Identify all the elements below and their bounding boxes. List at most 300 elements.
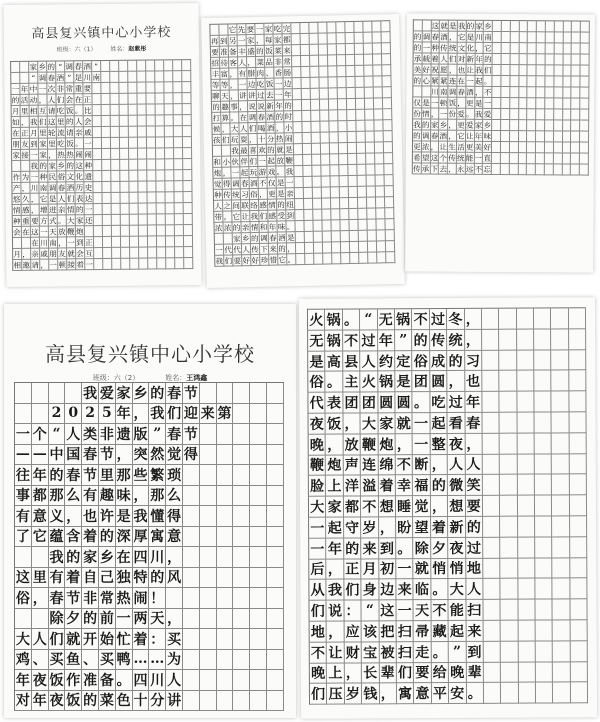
grid-cell: ， bbox=[38, 95, 47, 105]
grid-cell: 酒 bbox=[466, 87, 474, 97]
grid-cell bbox=[500, 413, 517, 434]
grid-cell bbox=[233, 588, 250, 609]
grid-cell bbox=[356, 121, 365, 132]
grid-cell: 团 bbox=[361, 393, 378, 414]
grid-cell: 的 bbox=[212, 102, 220, 112]
grid-cell: 年 bbox=[32, 465, 49, 486]
grid-cell bbox=[304, 177, 313, 188]
grid-cell: 身 bbox=[362, 580, 379, 601]
grid-cell: 饭 bbox=[65, 691, 82, 712]
grid-cell: 扫 bbox=[397, 642, 414, 663]
grid-cell bbox=[501, 164, 510, 175]
grid-cell: 每 bbox=[264, 35, 273, 45]
grid-cell: 的 bbox=[284, 100, 292, 110]
grid-cell bbox=[546, 43, 555, 54]
grid-cell bbox=[519, 65, 528, 76]
grid-cell bbox=[534, 308, 551, 329]
grid-cell bbox=[569, 308, 586, 329]
grid-cell bbox=[165, 115, 174, 126]
grid-cell: 玩 bbox=[230, 134, 239, 145]
grid-cell: 忘 bbox=[483, 164, 491, 174]
grid-cell: 和 bbox=[213, 157, 222, 167]
grid-cell: 扫 bbox=[397, 621, 414, 642]
grid-cell bbox=[312, 166, 321, 177]
grid-cell: 个 bbox=[439, 153, 447, 163]
grid-cell bbox=[312, 144, 321, 155]
grid-cell bbox=[217, 486, 234, 507]
grid-cell: 正 bbox=[85, 237, 93, 247]
grid-cell: 鞭 bbox=[67, 226, 75, 236]
grid-cell bbox=[331, 209, 340, 220]
grid-cell bbox=[339, 143, 348, 154]
grid-cell: 守 bbox=[344, 517, 361, 538]
grid-cell: 连 bbox=[361, 455, 378, 476]
grid-cell: 家 bbox=[39, 150, 47, 160]
grid-cell bbox=[350, 253, 359, 264]
grid-cell: 上 bbox=[327, 663, 344, 684]
grid-cell bbox=[562, 142, 571, 153]
grid-cell: 不 bbox=[361, 497, 378, 518]
grid-cell bbox=[319, 77, 328, 88]
grid-cell bbox=[501, 621, 518, 642]
grid-cell bbox=[93, 171, 102, 182]
grid-cell: 化 bbox=[75, 171, 84, 181]
grid-cell: 们 bbox=[49, 629, 66, 650]
grid-cell: 人 bbox=[214, 201, 222, 211]
grid-cell bbox=[183, 568, 200, 589]
grid-cell bbox=[563, 131, 572, 142]
grid-cell bbox=[250, 629, 267, 650]
grid-cell: ， bbox=[229, 79, 238, 90]
grid-cell: 友 bbox=[21, 139, 29, 149]
grid-cell: 春 bbox=[47, 72, 56, 83]
grid-cell bbox=[184, 214, 193, 225]
grid-cell bbox=[518, 579, 535, 600]
grid-cell bbox=[545, 153, 554, 164]
grid-cell bbox=[183, 629, 200, 650]
grid-cell bbox=[537, 76, 546, 87]
grid-cell: 的 bbox=[447, 351, 464, 372]
grid-cell: 承 bbox=[413, 53, 422, 63]
grid-cell bbox=[120, 171, 129, 182]
grid-cell bbox=[320, 88, 329, 99]
grid-cell bbox=[337, 33, 346, 44]
grid-cell bbox=[296, 254, 305, 265]
grid-cell bbox=[183, 170, 192, 181]
grid-cell bbox=[552, 371, 569, 392]
grid-cell bbox=[358, 187, 367, 198]
grid-cell: ， bbox=[447, 371, 464, 392]
grid-cell: … bbox=[133, 650, 150, 671]
grid-cell: 能 bbox=[449, 600, 466, 621]
grid-cell: 节 bbox=[99, 445, 116, 466]
grid-cell: 也 bbox=[457, 65, 466, 75]
grid-cell bbox=[552, 454, 569, 475]
grid-cell: 们 bbox=[38, 117, 47, 127]
grid-cell bbox=[183, 104, 192, 115]
grid-cell: 人 bbox=[57, 193, 66, 203]
grid-cell bbox=[139, 215, 148, 226]
grid-cell bbox=[534, 392, 551, 413]
grid-cell: ！ bbox=[149, 588, 166, 609]
grid-cell bbox=[339, 132, 348, 143]
grid-cell: 一 bbox=[11, 84, 20, 94]
grid-cell: ， bbox=[449, 32, 457, 42]
grid-cell: 过 bbox=[360, 330, 377, 351]
grid-cell: 起 bbox=[449, 621, 466, 642]
grid-cell: 2 bbox=[82, 404, 99, 425]
grid-cell: 、 bbox=[32, 650, 49, 671]
grid-cell bbox=[368, 230, 377, 241]
grid-cell: 家 bbox=[75, 215, 84, 225]
grid-cell bbox=[384, 153, 393, 164]
grid-cell: 大 bbox=[448, 579, 465, 600]
student-name: 王鸿鑫 bbox=[186, 373, 208, 382]
grid-cell bbox=[166, 258, 175, 269]
grid-cell: 意 bbox=[414, 683, 431, 704]
grid-cell bbox=[183, 148, 192, 159]
grid-cell bbox=[563, 120, 572, 131]
grid-cell bbox=[552, 433, 569, 454]
grid-cell bbox=[545, 87, 554, 98]
grid-cell: 川 bbox=[83, 72, 92, 82]
grid-cell: 类 bbox=[82, 424, 99, 445]
grid-cell bbox=[139, 237, 148, 248]
grid-cell: 一 bbox=[49, 259, 58, 270]
grid-cell bbox=[130, 215, 139, 226]
grid-cell: 来 bbox=[283, 45, 291, 55]
grid-cell bbox=[267, 424, 284, 445]
grid-cell bbox=[111, 182, 120, 193]
grid-cell: 一 bbox=[116, 609, 133, 630]
grid-cell: ， bbox=[430, 142, 439, 152]
grid-cell bbox=[554, 87, 563, 98]
grid-cell bbox=[563, 76, 572, 87]
grid-cell: 们 bbox=[66, 193, 75, 203]
grid-cell: 十 bbox=[133, 691, 150, 712]
grid-cell: 一 bbox=[258, 156, 267, 166]
grid-cell: 的 bbox=[99, 527, 116, 548]
grid-cell: 就 bbox=[276, 144, 284, 155]
grid-cell: ， bbox=[116, 445, 133, 466]
grid-cell: 边 bbox=[247, 79, 256, 89]
grid-cell: 方 bbox=[39, 216, 48, 226]
grid-cell bbox=[200, 383, 217, 404]
grid-cell bbox=[183, 670, 200, 691]
grid-cell: 。 bbox=[75, 138, 83, 148]
grid-cell: 的 bbox=[484, 54, 492, 64]
grid-cell: 。 bbox=[74, 105, 83, 115]
grid-cell bbox=[537, 54, 546, 65]
grid-cell bbox=[101, 61, 110, 72]
grid-cell: 的 bbox=[256, 46, 264, 56]
grid-cell: 人 bbox=[65, 424, 82, 445]
grid-cell: 正 bbox=[21, 128, 29, 138]
grid-cell bbox=[330, 132, 339, 143]
grid-cell bbox=[293, 111, 302, 122]
grid-cell: 是 bbox=[116, 506, 133, 527]
grid-cell bbox=[139, 226, 148, 237]
essay-page-5 bbox=[299, 297, 597, 719]
grid-cell: 买 bbox=[49, 650, 66, 671]
grid-cell: 火 bbox=[360, 372, 377, 393]
grid-cell bbox=[359, 253, 368, 264]
grid-cell bbox=[295, 210, 304, 221]
grid-cell: 代 bbox=[308, 393, 325, 414]
grid-cell: 先 bbox=[237, 24, 246, 34]
grid-cell bbox=[148, 192, 157, 203]
grid-cell bbox=[571, 131, 580, 142]
grid-cell bbox=[510, 32, 519, 43]
grid-cell bbox=[175, 203, 184, 214]
grid-cell bbox=[15, 404, 32, 425]
grid-cell: 非 bbox=[82, 588, 99, 609]
grid-cell bbox=[147, 170, 156, 181]
grid-cell bbox=[233, 568, 250, 589]
grid-cell: ， bbox=[475, 43, 483, 53]
grid-cell: ， bbox=[345, 663, 362, 684]
grid-cell bbox=[250, 486, 267, 507]
grid-cell bbox=[295, 177, 304, 188]
grid-cell bbox=[112, 248, 121, 259]
grid-cell bbox=[310, 34, 319, 45]
grid-cell bbox=[527, 142, 536, 153]
grid-cell: 备 bbox=[99, 670, 116, 691]
grid-cell: ” bbox=[92, 61, 101, 72]
grid-cell bbox=[303, 155, 312, 166]
grid-cell: 顿 bbox=[58, 259, 67, 269]
grid-cell bbox=[545, 120, 554, 131]
grid-cell bbox=[499, 350, 516, 371]
grid-cell: 说 bbox=[248, 101, 256, 111]
grid-cell: 小 bbox=[222, 157, 231, 167]
grid-cell bbox=[528, 76, 537, 87]
grid-cell: 的 bbox=[232, 222, 241, 232]
grid-cell: 一 bbox=[430, 98, 439, 108]
grid-cell: 的 bbox=[412, 330, 429, 351]
grid-cell bbox=[120, 116, 129, 127]
grid-cell: 应 bbox=[344, 621, 361, 642]
grid-cell bbox=[101, 72, 110, 83]
grid-cell: 达 bbox=[84, 193, 93, 203]
grid-cell: 着 bbox=[82, 527, 99, 548]
grid-cell: 饭 bbox=[265, 79, 274, 89]
grid-cell bbox=[267, 609, 284, 630]
grid-cell bbox=[103, 215, 112, 226]
grid-cell: 联 bbox=[241, 200, 249, 210]
grid-cell: 饭 bbox=[49, 670, 66, 691]
grid-cell bbox=[166, 214, 175, 225]
grid-cell bbox=[518, 496, 535, 517]
grid-cell: 。 bbox=[413, 392, 430, 413]
grid-cell: 炮 bbox=[76, 226, 84, 236]
grid-cell: 成 bbox=[430, 351, 447, 372]
grid-cell: 代 bbox=[233, 244, 241, 254]
grid-cell: 要 bbox=[246, 24, 255, 34]
grid-cell: 第 bbox=[217, 404, 234, 425]
grid-cell: 着 bbox=[133, 629, 150, 650]
grid-cell bbox=[305, 232, 314, 243]
grid-cell: 。 bbox=[116, 670, 133, 691]
grid-cell: ” bbox=[449, 642, 466, 663]
grid-cell bbox=[112, 237, 121, 248]
grid-cell: ， bbox=[222, 168, 231, 178]
grid-cell bbox=[65, 383, 82, 404]
grid-cell: 炮 bbox=[213, 168, 222, 178]
grid-cell: 酒 bbox=[266, 112, 275, 122]
grid-cell: 乡 bbox=[133, 383, 150, 404]
grid-cell bbox=[545, 98, 554, 109]
grid-cell bbox=[348, 154, 357, 165]
grid-cell: 春 bbox=[166, 424, 183, 445]
grid-cell bbox=[164, 60, 173, 71]
grid-cell bbox=[183, 486, 200, 507]
grid-cell bbox=[130, 237, 139, 248]
grid-cell bbox=[501, 579, 518, 600]
grid-cell bbox=[376, 208, 385, 219]
grid-cell: 种 bbox=[12, 216, 21, 226]
grid-cell: 那 bbox=[149, 486, 166, 507]
grid-cell: ， bbox=[259, 189, 267, 199]
grid-cell: 川 bbox=[40, 238, 48, 248]
grid-cell: 感 bbox=[21, 205, 30, 215]
grid-cell: 圆 bbox=[430, 371, 447, 392]
grid-cell bbox=[329, 121, 338, 132]
grid-cell bbox=[103, 204, 112, 215]
grid-cell: 邀 bbox=[22, 260, 31, 270]
grid-cell: 风 bbox=[166, 568, 183, 589]
grid-cell bbox=[175, 225, 184, 236]
grid-cell bbox=[304, 199, 313, 210]
grid-cell: 会 bbox=[76, 248, 84, 258]
grid-cell: 压 bbox=[327, 684, 344, 705]
grid-cell bbox=[156, 159, 165, 170]
grid-cell: 受 bbox=[277, 210, 286, 221]
essay-page-2 bbox=[201, 14, 405, 288]
grid-cell bbox=[292, 34, 301, 45]
grid-cell bbox=[157, 225, 166, 236]
grid-cell bbox=[563, 87, 572, 98]
grid-cell: 0 bbox=[65, 404, 82, 425]
grid-cell: 晚 bbox=[310, 663, 327, 684]
grid-cell bbox=[155, 60, 164, 71]
grid-cell: 放 bbox=[276, 155, 285, 166]
grid-cell: 有 bbox=[238, 68, 247, 78]
grid-cell: 始 bbox=[99, 629, 116, 650]
grid-cell bbox=[174, 137, 183, 148]
grid-cell bbox=[365, 110, 374, 121]
grid-cell: 味 bbox=[483, 131, 492, 141]
grid-cell bbox=[536, 662, 553, 683]
grid-cell bbox=[374, 87, 383, 98]
writing-grid bbox=[412, 19, 590, 175]
grid-cell: 一 bbox=[255, 24, 264, 34]
grid-cell bbox=[138, 127, 147, 138]
grid-cell bbox=[483, 537, 500, 558]
grid-cell bbox=[112, 193, 121, 204]
grid-cell bbox=[482, 350, 499, 371]
grid-cell: 正 bbox=[344, 559, 361, 580]
grid-cell: 人 bbox=[47, 94, 56, 105]
grid-cell bbox=[175, 236, 184, 247]
grid-cell bbox=[572, 55, 581, 66]
grid-cell bbox=[310, 67, 319, 78]
grid-cell bbox=[501, 98, 510, 109]
grid-cell bbox=[535, 537, 552, 558]
grid-cell bbox=[313, 188, 322, 199]
grid-cell: 的 bbox=[11, 95, 20, 105]
grid-cell bbox=[184, 236, 193, 247]
grid-cell: 家 bbox=[264, 24, 273, 34]
grid-cell: 非 bbox=[99, 424, 116, 445]
grid-cell: 起 bbox=[326, 518, 343, 539]
grid-cell bbox=[94, 248, 103, 259]
grid-cell: 来 bbox=[269, 244, 277, 254]
grid-cell: 们 bbox=[310, 684, 327, 705]
grid-cell bbox=[250, 445, 267, 466]
grid-cell: 是 bbox=[277, 188, 285, 199]
grid-cell: 下 bbox=[260, 244, 268, 254]
grid-cell: 意 bbox=[166, 527, 183, 548]
grid-cell: 该 bbox=[362, 621, 379, 642]
grid-cell: 备 bbox=[229, 46, 237, 57]
grid-cell: 睡 bbox=[396, 496, 413, 517]
grid-cell: 要 bbox=[83, 83, 92, 93]
grid-cell: 好 bbox=[251, 255, 260, 265]
grid-cell bbox=[200, 486, 217, 507]
grid-cell bbox=[156, 148, 165, 159]
grid-cell bbox=[129, 149, 138, 160]
grid-cell bbox=[340, 220, 349, 231]
writing-grid bbox=[10, 59, 193, 271]
grid-cell bbox=[292, 78, 301, 89]
grid-cell: 玩 bbox=[249, 167, 258, 177]
grid-cell bbox=[138, 182, 147, 193]
grid-cell: 这 bbox=[15, 568, 32, 589]
grid-cell bbox=[554, 54, 563, 65]
grid-cell bbox=[536, 153, 545, 164]
grid-cell bbox=[482, 330, 499, 351]
grid-cell: 好 bbox=[483, 142, 492, 152]
grid-cell: 我 bbox=[30, 161, 39, 171]
grid-cell bbox=[345, 22, 354, 33]
grid-cell: 戚 bbox=[84, 127, 92, 137]
grid-cell: 饭 bbox=[265, 46, 273, 56]
grid-cell bbox=[148, 203, 157, 214]
grid-cell bbox=[329, 99, 338, 110]
grid-cell bbox=[363, 22, 372, 33]
grid-cell bbox=[323, 253, 332, 264]
grid-cell: 给 bbox=[432, 663, 449, 684]
grid-cell bbox=[15, 609, 32, 630]
grid-cell: 一 bbox=[466, 76, 474, 86]
grid-cell: ， bbox=[247, 57, 255, 67]
grid-cell bbox=[517, 309, 534, 330]
grid-cell: 家 bbox=[326, 497, 343, 518]
grid-cell bbox=[304, 210, 313, 221]
grid-cell bbox=[12, 161, 21, 172]
grid-cell bbox=[569, 350, 586, 371]
grid-cell bbox=[320, 99, 329, 110]
grid-cell: 家 bbox=[29, 62, 37, 72]
grid-cell: ， bbox=[396, 434, 413, 455]
grid-cell bbox=[111, 149, 120, 160]
grid-cell bbox=[311, 89, 320, 100]
grid-cell: 份 bbox=[448, 109, 457, 119]
grid-cell: 我 bbox=[231, 145, 239, 156]
grid-cell bbox=[184, 258, 193, 269]
grid-cell bbox=[554, 142, 563, 153]
